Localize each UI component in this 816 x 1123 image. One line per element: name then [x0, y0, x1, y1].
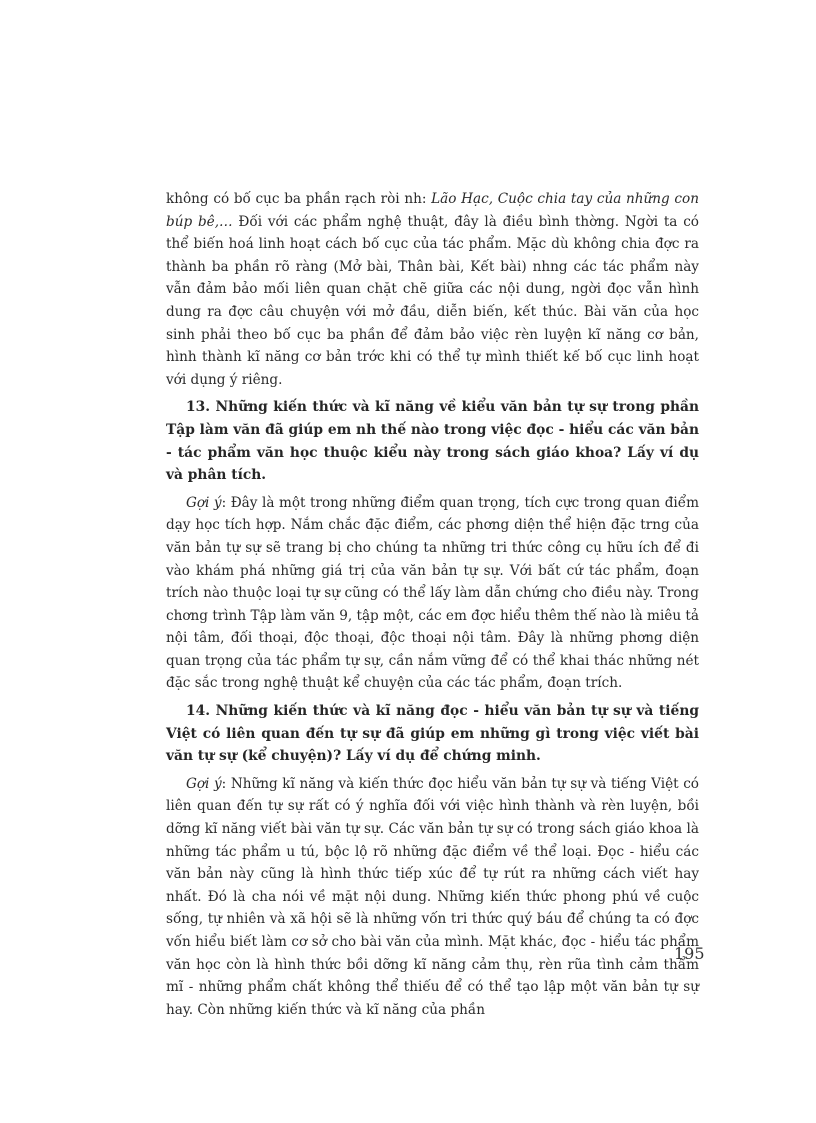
paragraph-1: [166, 188, 699, 391]
paragraph-1-italic-titles: Lão Hạc, Cuộc chia tay của những con búp bê,…: [166, 191, 699, 230]
question-13-answer-text: : Đây là một trong những điểm quan trọng, tích cực trong quan điểm dạy học tích hợp. Nắm chắc đặc điểm, các phơng diện thể hiện đặc trng của văn bản tự sự sẽ trang bị cho chúng ta những tri thức công cụ hữu ích để đi vào khám phá những giá trị của văn bản tự sự. Với bất cứ tác phẩm, đoạn trích nào thuộc loại tự sự cũng có thể lấy làm dẫn chứng cho điều này. Trong chơng trình Tập làm văn 9, tập một, các em đợc hiểu thêm thế nào là miêu tả nội tâm, đối thoại, độc thoại, độc thoại nội tâm. Đây là những phơng diện quan trọng của tác phẩm tự sự, cần nắm vững để có thể khai thác những nét đặc sắc trong nghệ thuật kể chuyện của các tác phẩm, đoạn trích.: [166, 494, 699, 692]
paragraph-1-text-b: Đối với các phẩm nghệ thuật, đây là điều bình thờng. Ngời ta có thể biến hoá linh hoạt cách bố cục của tác phẩm. Mặc dù không chia đợc ra thành ba phần rõ ràng (Mở bài, Thân bài, Kết bài) nhng các tác phẩm này vẫn đảm bảo mối liên quan chặt chẽ giữa các nội dung, ngời đọc vẫn hình dung ra đợc câu chuyện với mở đầu, diễn biến, kết thúc. Bài văn của học sinh phải theo bố cục ba phần để đảm bảo việc rèn luyện kĩ năng cơ bản, hình thành kĩ năng cơ bản trớc khi có thể tự mình thiết kế bố cục linh hoạt với dụng ý riêng.: [166, 213, 699, 388]
question-14-answer-text: : Những kĩ năng và kiến thức đọc hiểu văn bản tự sự và tiếng Việt có liên quan đến tự sự rất có ý nghĩa đối với việc hình thành và rèn luyện, bồi dỡng kĩ năng viết bài văn tự sự. Các văn bản tự sự có trong sách giáo khoa là những tác phẩm u tú, bộc lộ rõ những đặc điểm về thể loại. Đọc - hiểu các văn bản này cũng là hình thức tiếp xúc để tự rút ra những cách viết hay nhất. Đó là cha nói về mặt nội dung. Những kiến thức phong phú về cuộc sống, tự nhiên và xã hội sẽ là những vốn tri thức quý báu để chúng ta có đợc vốn hiểu biết làm cơ sở cho bài văn của mình. Mặt khác, đọc - hiểu tác phẩm văn học còn là hình thức bồi dỡng kĩ năng cảm thụ, rèn rũa tình cảm thẩm mĩ - những phẩm chất không thể thiếu để có thể tạo lập một văn bản tự sự hay. Còn những kiến thức và kĩ năng của phần: [166, 775, 699, 1018]
page-number: 195: [674, 944, 705, 963]
question-14-heading: 14. Những kiến thức và kĩ năng đọc - hiểu văn bản tự sự và tiếng Việt có liên quan đến tự sự đã giúp em những gì trong việc viết bài văn tự sự (kể chuyện)? Lấy ví dụ để chứng minh.: [166, 703, 699, 765]
page-content: [166, 188, 699, 1021]
question-13-answer: [166, 492, 699, 695]
question-14-hint-label: Gợi ý: [186, 775, 222, 792]
question-13-heading: 13. Những kiến thức và kĩ năng về kiểu văn bản tự sự trong phần Tập làm văn đã giúp em nh thế nào trong việc đọc - hiểu các văn bản - tác phẩm văn học thuộc kiểu này trong sách giáo khoa? Lấy ví dụ và phân tích.: [166, 399, 699, 484]
question-13-hint-label: Gợi ý: [186, 494, 222, 511]
question-14-answer: [166, 773, 699, 1022]
paragraph-1-text-a: không có bố cục ba phần rạch ròi nh:: [166, 191, 432, 207]
